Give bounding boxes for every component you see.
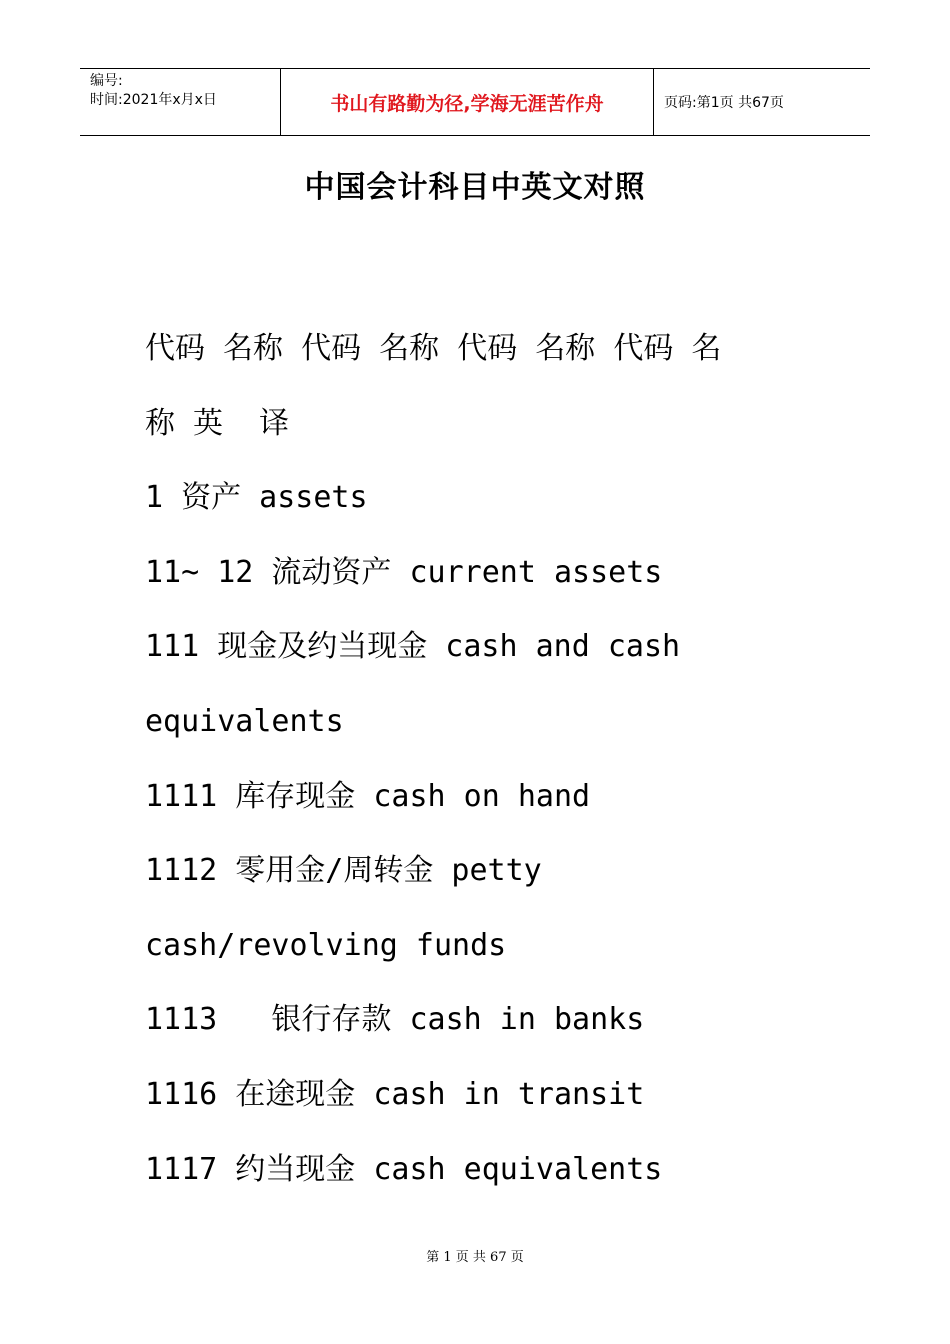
document-body — [145, 312, 825, 1207]
body-line: cash/revolving funds — [145, 927, 507, 963]
header-page-info: 页码:第1页 共67页 — [664, 95, 784, 111]
body-line: 111 现金及约当现金 cash and cash — [145, 629, 681, 665]
body-line: 称 英 译 — [145, 405, 290, 441]
date-label: 时间:2021年x月x日 — [90, 92, 217, 108]
header-motto: 书山有路勤为径,学海无涯苦作舟 — [281, 69, 654, 135]
body-line: 1116 在途现金 cash in transit — [145, 1076, 645, 1112]
body-line: 1 资产 assets — [145, 480, 368, 516]
serial-number-label: 编号: — [90, 73, 123, 89]
document-title: 中国会计科目中英文对照 — [304, 170, 646, 205]
body-line: equivalents — [145, 703, 344, 739]
body-line: 11~ 12 流动资产 current assets — [145, 554, 663, 590]
body-line: 1117 约当现金 cash equivalents — [145, 1151, 663, 1187]
page-footer: 第 1 页 共 67 页 — [426, 1250, 524, 1265]
page-header — [80, 68, 870, 136]
body-line: 1112 零用金/周转金 petty — [145, 853, 542, 889]
body-line: 代码 名称 代码 名称 代码 名称 代码 名 — [145, 331, 722, 366]
header-meta — [80, 69, 281, 135]
body-line: 1111 库存现金 cash on hand — [145, 778, 591, 814]
body-line: 1113 银行存款 cash in banks — [145, 1002, 645, 1038]
